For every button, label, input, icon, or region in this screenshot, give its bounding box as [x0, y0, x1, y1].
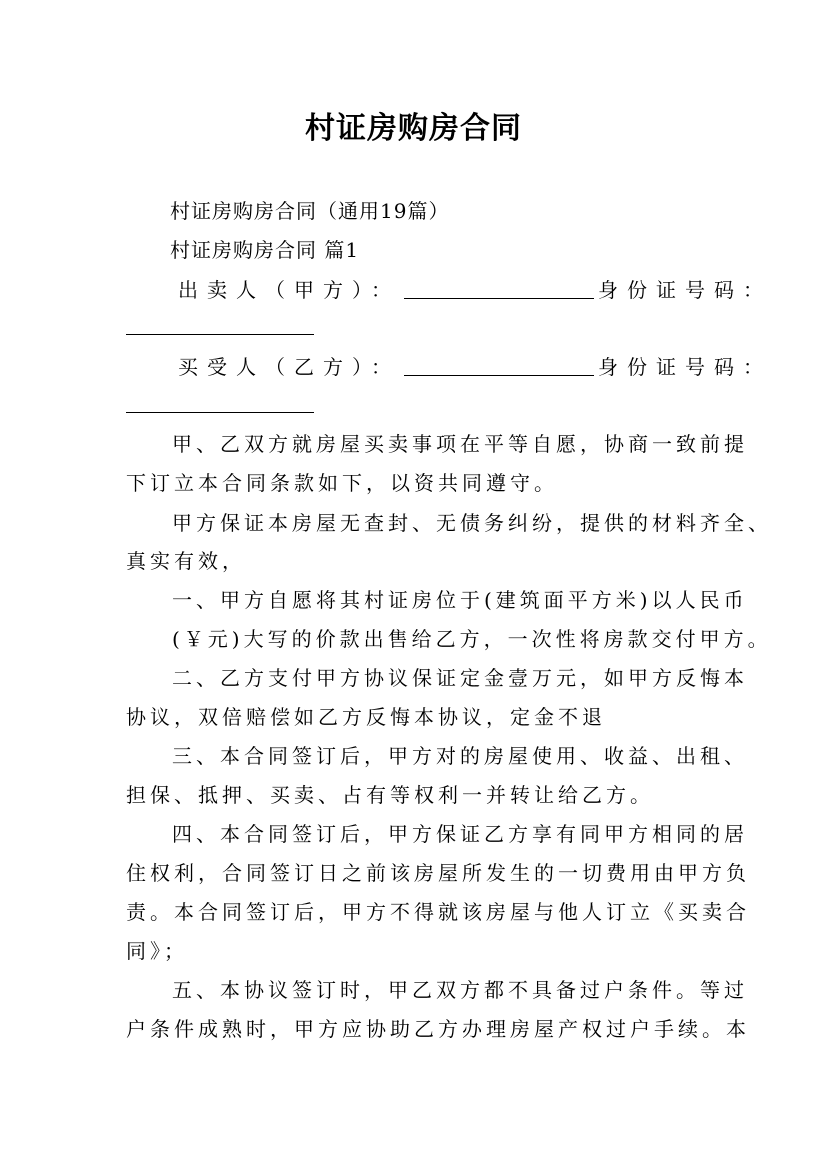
buyer-label: 买受人（乙方）：	[178, 355, 400, 379]
paragraph-line: 下订立本合同条款如下，以资共同遵守。	[126, 471, 558, 495]
buyer-name-blank	[404, 373, 594, 376]
paragraph-line: 户条件成熟时，甲方应协助乙方办理房屋产权过户手续。本	[126, 1017, 750, 1041]
buyer-id-label: 身份证号码：	[598, 355, 772, 379]
seller-row	[178, 280, 772, 300]
paragraph-line: (￥元)大写的价款出售给乙方，一次性将房款交付甲方。	[172, 627, 772, 651]
buyer-id-blank	[126, 412, 314, 413]
paragraph-line: 三、本合同签订后，甲方对的房屋使用、收益、出租、	[172, 744, 748, 768]
seller-id-blank	[126, 334, 314, 335]
paragraph-line: 二、乙方支付甲方协议保证定金壹万元，如甲方反悔本	[172, 666, 748, 690]
paragraph-line: 五、本协议签订时，甲乙双方都不具备过户条件。等过	[172, 978, 748, 1002]
seller-id-label: 身份证号码：	[598, 278, 772, 302]
paragraph-line: 责。本合同签订后，甲方不得就该房屋与他人订立《买卖合	[126, 900, 750, 924]
paragraph-line: 甲、乙双方就房屋买卖事项在平等自愿，协商一致前提	[172, 432, 748, 456]
paragraph-line: 一、甲方自愿将其村证房位于(建筑面平方米)以人民币	[172, 588, 748, 612]
paragraph-line: 住权利，合同签订日之前该房屋所发生的一切费用由甲方负	[126, 861, 750, 885]
section-heading: 村证房购房合同 篇1	[170, 238, 360, 262]
document-subtitle: 村证房购房合同（通用19篇）	[170, 199, 450, 223]
paragraph-line: 协议，双倍赔偿如乙方反悔本协议，定金不退	[126, 705, 606, 729]
seller-name-blank	[404, 296, 594, 299]
paragraph-line: 担保、抵押、买卖、占有等权利一并转让给乙方。	[126, 783, 654, 807]
paragraph-line: 同》；	[126, 939, 188, 963]
document-title: 村证房购房合同	[305, 111, 522, 146]
paragraph-line: 四、本合同签订后，甲方保证乙方享有同甲方相同的居	[172, 822, 748, 846]
buyer-row	[178, 357, 772, 377]
paragraph-line: 真实有效，	[126, 549, 246, 573]
seller-label: 出卖人（甲方）：	[178, 278, 400, 302]
paragraph-line: 甲方保证本房屋无查封、无债务纠纷，提供的材料齐全、	[172, 511, 772, 535]
